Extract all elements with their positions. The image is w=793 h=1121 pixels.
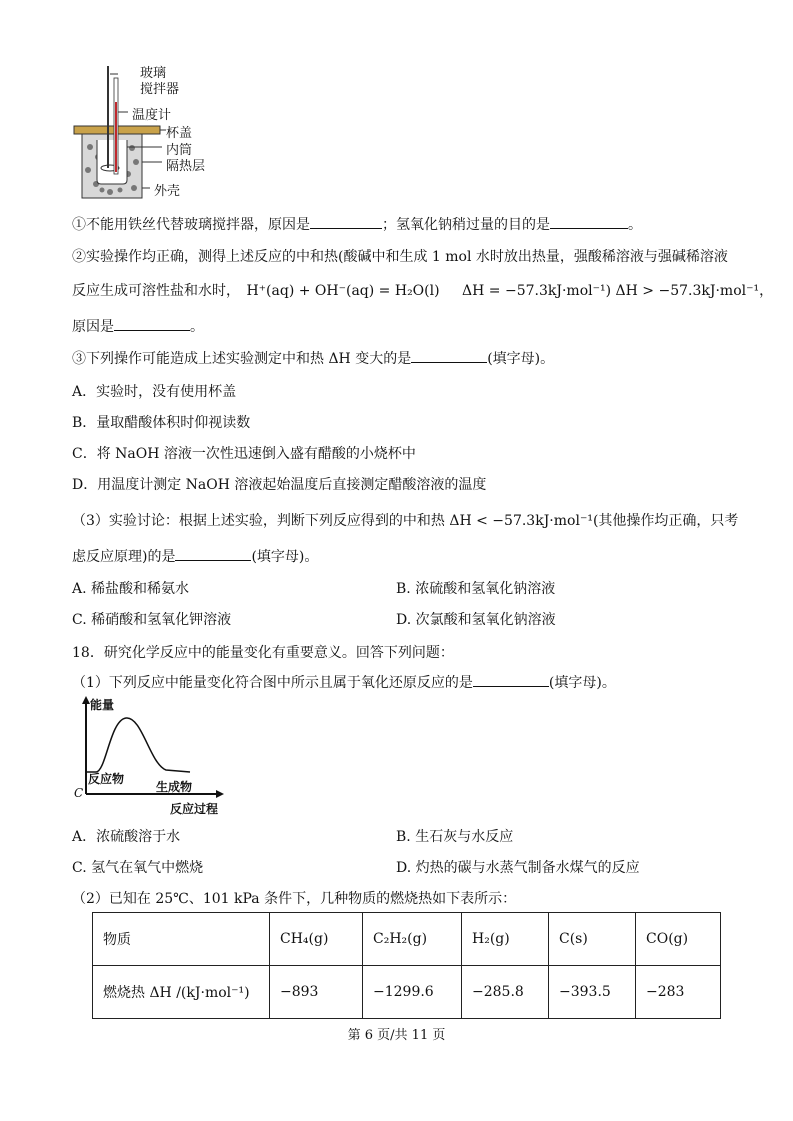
apparatus-label-3: 温度计 <box>132 108 172 123</box>
page-footer: 第 6 页/共 11 页 <box>347 1028 446 1043</box>
table-header-cell: C₂H₂(g) <box>363 913 462 966</box>
question-18-title: 18．研究化学反应中的能量变化有重要意义。回答下列问题： <box>72 645 454 661</box>
option-d: D．用温度计测定 NaOH 溶液起始温度后直接测定醋酸溶液的温度 <box>72 477 487 493</box>
table-header-row <box>93 913 721 966</box>
question-3-line: ③下列操作可能造成上述实验测定中和热 ΔH 变大的是 (填字母)。 <box>72 348 554 368</box>
q18-option-b: B. 生石灰与水反应 <box>396 829 514 845</box>
part-3-option-d: D. 次氯酸和氢氧化钠溶液 <box>396 612 556 628</box>
combustion-heat-table <box>92 912 721 1019</box>
apparatus-label-4: 杯盖 <box>166 126 193 141</box>
part-3-option-a: A. 稀盐酸和稀氨水 <box>72 581 190 597</box>
table-cell: −285.8 <box>462 966 549 1019</box>
question-18-sub-2: （2）已知在 25℃、101 kPa 条件下，几种物质的燃烧热如下表所示： <box>72 891 517 907</box>
table-cell: −1299.6 <box>363 966 462 1019</box>
part-3-line-2: 虑反应原理)的是 (填字母)。 <box>72 546 318 566</box>
reactant-label: 反应物 <box>88 772 125 786</box>
answer-blank <box>310 214 382 229</box>
delta-h-standard: ΔH = −57.3kJ·mol⁻¹) <box>462 283 612 299</box>
question-1-line: ①不能用铁丝代替玻璃搅拌器，原因是 ；氢氧化钠稍过量的目的是 。 <box>72 214 642 234</box>
table-cell: −393.5 <box>549 966 636 1019</box>
answer-blank <box>175 546 251 561</box>
option-b: B．量取醋酸体积时仰视读数 <box>72 415 251 431</box>
apparatus-label-2: 搅拌器 <box>140 82 180 97</box>
origin-label: C <box>74 786 84 800</box>
part-3-option-c: C. 稀硝酸和氢氧化钾溶液 <box>72 612 232 628</box>
apparatus-label-7: 外壳 <box>154 184 181 199</box>
table-cell: −283 <box>636 966 721 1019</box>
delta-h-condition: ΔH < −57.3kJ·mol⁻¹ <box>449 513 593 529</box>
part-3-option-b: B. 浓硫酸和氢氧化钠溶液 <box>396 581 556 597</box>
question-2-line-1: ②实验操作均正确，测得上述反应的中和热(酸碱中和生成 1 mol 水时放出热量，强酸稀溶液与强碱稀溶液 <box>72 249 728 265</box>
table-header-cell: 物质 <box>93 913 270 966</box>
delta-h-measured: ΔH > −57.3kJ·mol⁻¹， <box>615 283 774 299</box>
table-row <box>93 966 721 1019</box>
table-header-cell: CO(g) <box>636 913 721 966</box>
part-3-line-1: （3）实验讨论：根据上述实验，判断下列反应得到的中和热 ΔH < −57.3kJ·mol⁻¹(其他操作均正确，只考 <box>72 513 739 529</box>
answer-blank <box>550 214 628 229</box>
product-label: 生成物 <box>156 780 193 794</box>
answer-blank <box>473 672 549 687</box>
table-row-label: 燃烧热 ΔH /(kJ·mol⁻¹) <box>93 966 270 1019</box>
question-18-sub-1: （1）下列反应中能量变化符合图中所示且属于氧化还原反应的是 (填字母)。 <box>72 672 616 692</box>
question-2-line-3: 原因是 。 <box>72 316 204 336</box>
inner-cup <box>97 140 127 184</box>
table-header-cell: CH₄(g) <box>270 913 363 966</box>
question-2-line-2: 反应生成可溶性盐和水时， H⁺(aq) + OH⁻(aq) = H₂O(l) ΔH = −57.3kJ·mol⁻¹) ΔH > −57.3kJ·mol⁻¹， <box>72 283 774 299</box>
table-header-cell: C(s) <box>549 913 636 966</box>
table-header-cell: H₂(g) <box>462 913 549 966</box>
q18-option-c: C. 氢气在氧气中燃烧 <box>72 860 204 876</box>
apparatus-label-5: 内筒 <box>166 143 193 158</box>
x-axis-label: 反应过程 <box>170 802 219 816</box>
equation: H⁺(aq) + OH⁻(aq) = H₂O(l) <box>246 283 440 299</box>
q18-option-d: D. 灼热的碳与水蒸气制备水煤气的反应 <box>396 860 640 876</box>
option-c: C．将 NaOH 溶液一次性迅速倒入盛有醋酸的小烧杯中 <box>72 446 416 462</box>
table-cell: −893 <box>270 966 363 1019</box>
q18-option-a: A．浓硫酸溶于水 <box>72 829 181 845</box>
y-axis-label: 能量 <box>90 698 115 712</box>
energy-curve <box>86 718 190 772</box>
answer-blank <box>411 348 487 363</box>
option-a: A．实验时，没有使用杯盖 <box>72 384 237 400</box>
apparatus-label-1: 玻璃 <box>140 66 167 81</box>
answer-blank <box>114 316 190 331</box>
apparatus-label-6: 隔热层 <box>166 159 206 174</box>
